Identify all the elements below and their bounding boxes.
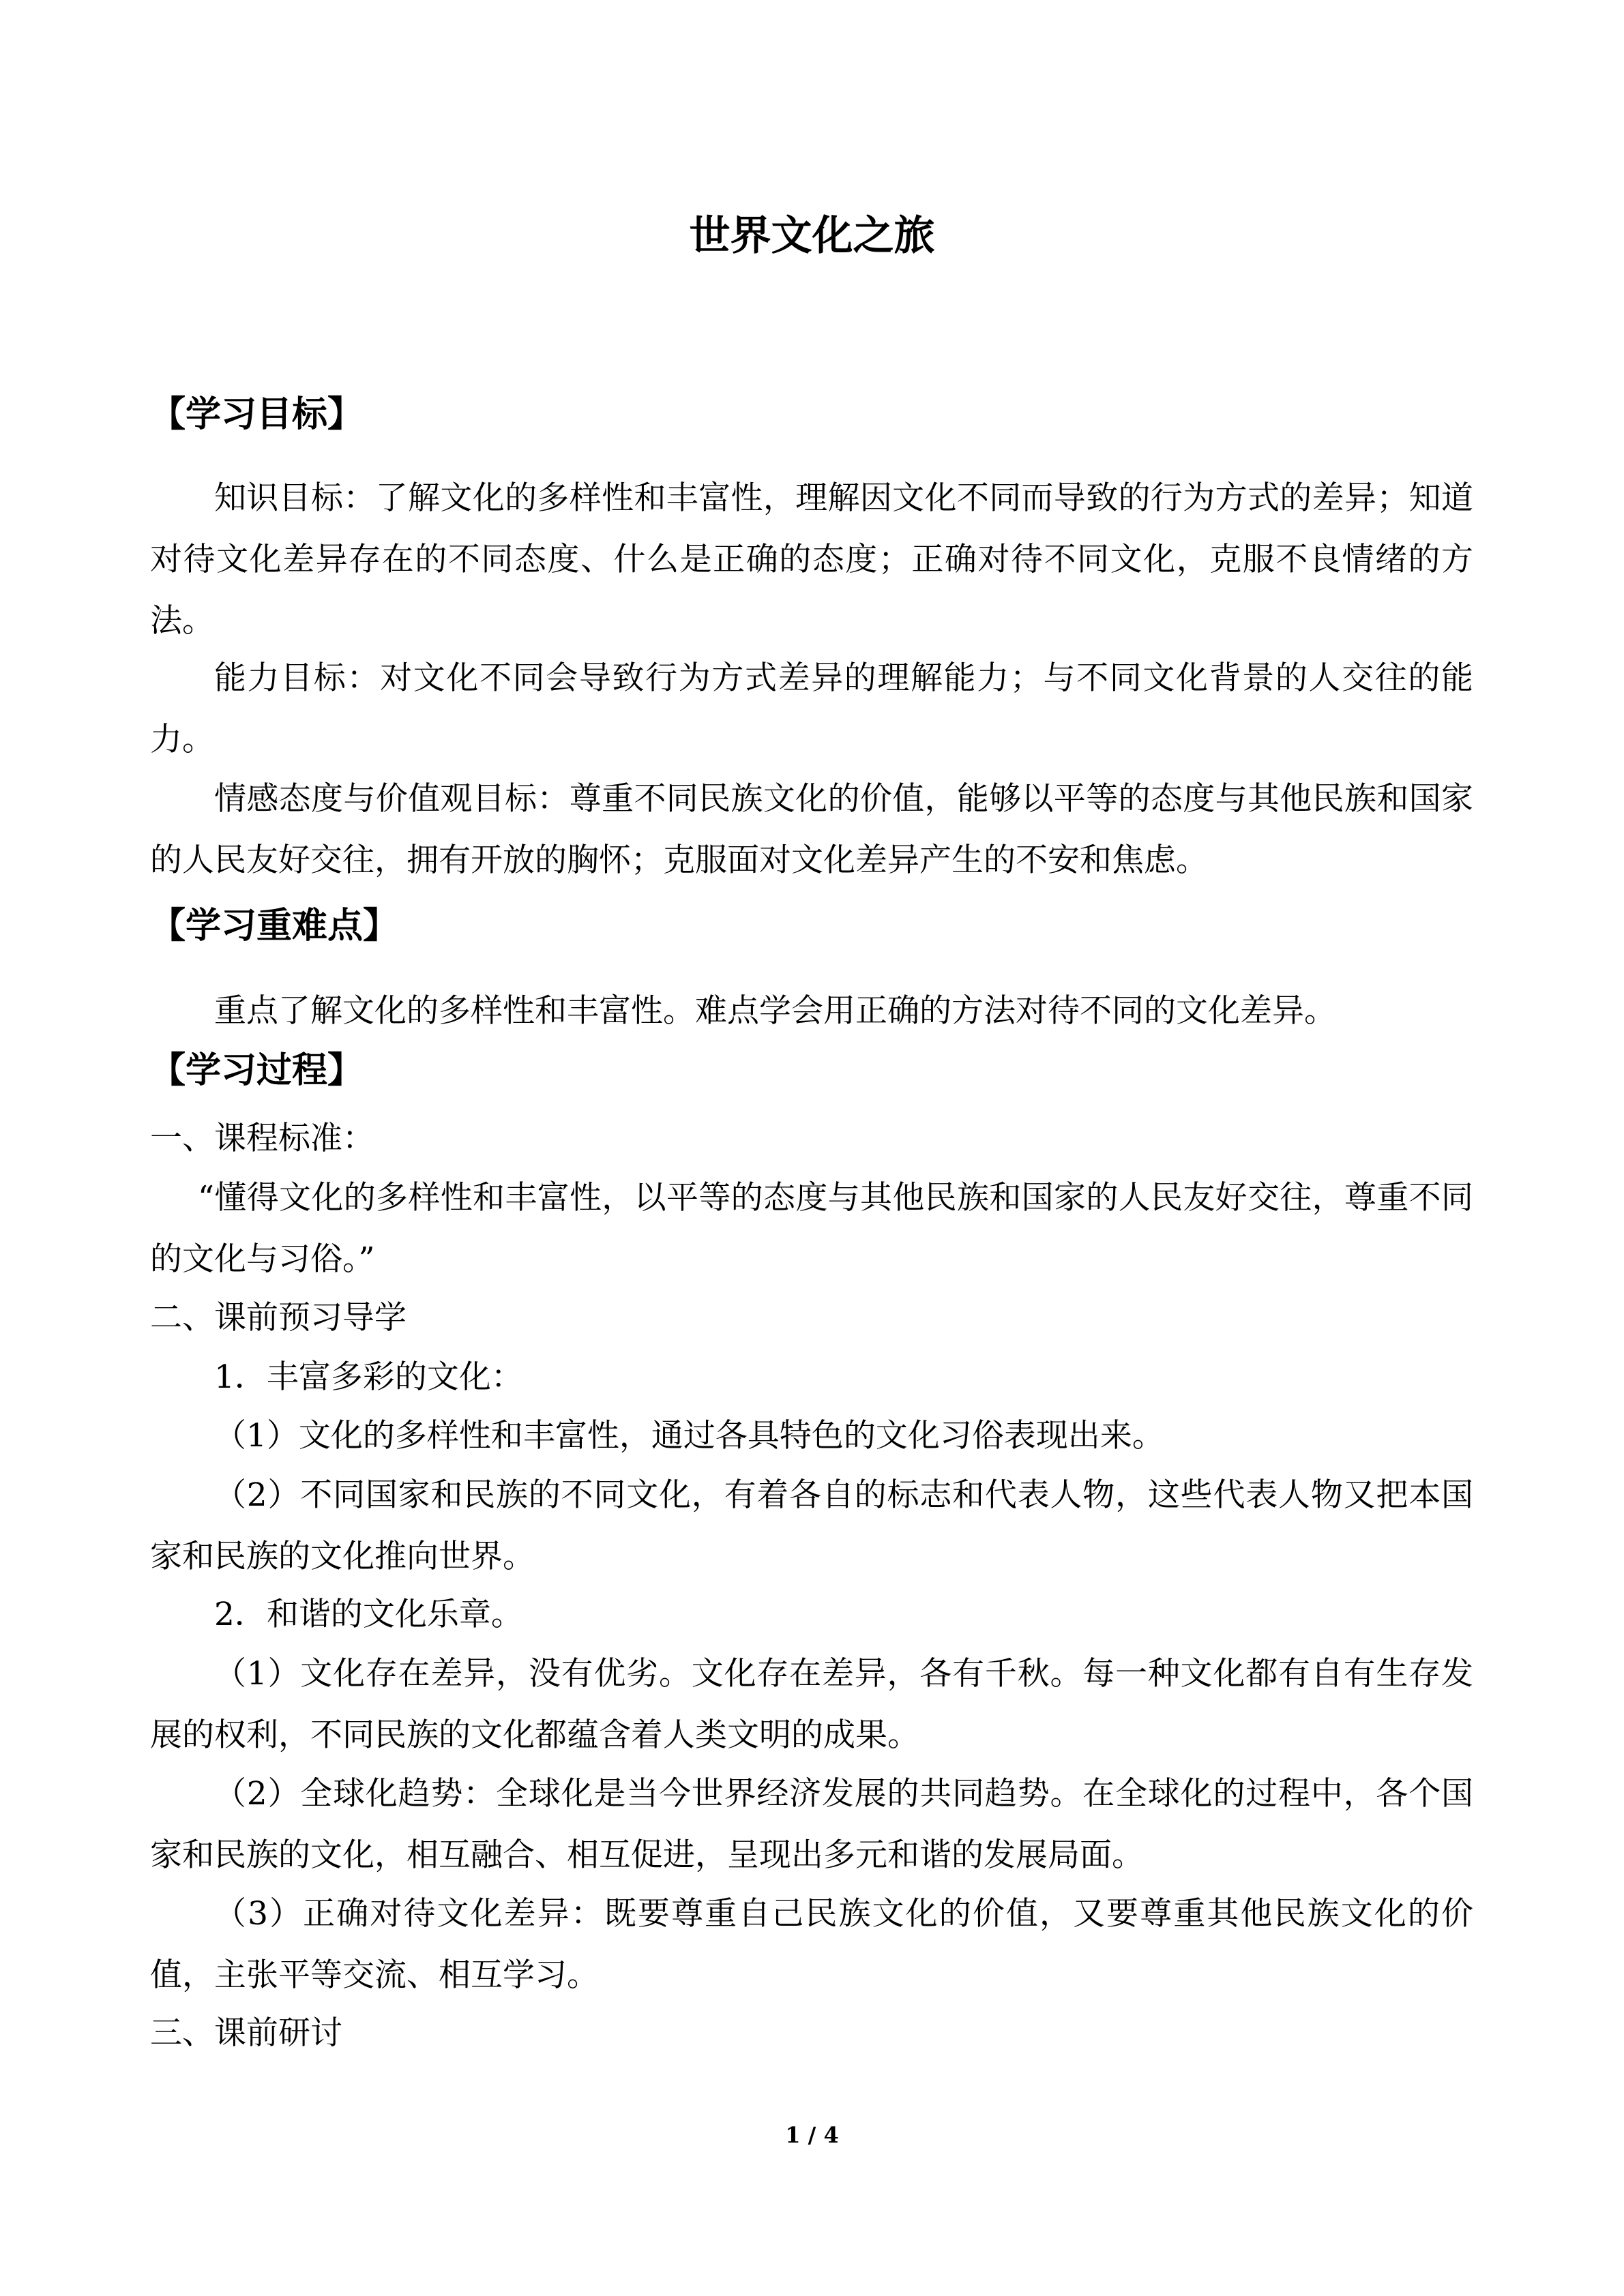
keypoints-text: 重点了解文化的多样性和丰富性。难点学会用正确的方法对待不同的文化差异。 bbox=[214, 992, 1336, 1030]
section-heading-keypoints: 【学习重难点】 bbox=[150, 906, 399, 946]
item2-point2: （2）全球化趋势：全球化是当今世界经济发展的共同趋势。在全球化的过程中，各个国家和民族的文化，相互融合、相互促进，呈现出多元和谐的发展局面。 bbox=[150, 1775, 1473, 1874]
section-heading-objectives: 【学习目标】 bbox=[150, 394, 364, 435]
page-number: 1 / 4 bbox=[785, 2122, 839, 2148]
item2-point1: （1）文化存在差异，没有优劣。文化存在差异，各有千秋。每一种文化都有自有生存发展的权利，不同民族的文化都蕴含着人类文明的成果。 bbox=[150, 1655, 1473, 1754]
item2-heading: 2．和谐的文化乐章。 bbox=[214, 1596, 523, 1633]
standard-text: “懂得文化的多样性和丰富性，以平等的态度与其他民族和国家的人民友好交往，尊重不同的文化与习俗。” bbox=[150, 1179, 1473, 1278]
section-heading-process: 【学习过程】 bbox=[150, 1050, 364, 1091]
objective-emotion: 情感态度与价值观目标：尊重不同民族文化的价值，能够以平等的态度与其他民族和国家的人民友好交往，拥有开放的胸怀；克服面对文化差异产生的不安和焦虑。 bbox=[150, 780, 1473, 879]
item2-point3: （3）正确对待文化差异：既要尊重自己民族文化的价值，又要尊重其他民族文化的价值，主张平等交流、相互学习。 bbox=[150, 1895, 1473, 1994]
page-title: 世界文化之旅 bbox=[689, 212, 935, 260]
item1-point2: （2）不同国家和民族的不同文化，有着各自的标志和代表人物，这些代表人物又把本国家和民族的文化推向世界。 bbox=[150, 1476, 1473, 1575]
discussion-heading: 三、课前研讨 bbox=[150, 2014, 342, 2052]
objective-ability: 能力目标：对文化不同会导致行为方式差异的理解能力；与不同文化背景的人交往的能力。 bbox=[150, 659, 1473, 758]
preview-heading: 二、课前预习导学 bbox=[150, 1299, 407, 1337]
item1-point1: （1）文化的多样性和丰富性，通过各具特色的文化习俗表现出来。 bbox=[214, 1417, 1164, 1455]
standard-heading: 一、课程标准： bbox=[150, 1120, 374, 1157]
item1-heading: 1．丰富多彩的文化： bbox=[214, 1358, 523, 1396]
objective-knowledge: 知识目标：了解文化的多样性和丰富性，理解因文化不同而导致的行为方式的差异；知道对待文化差异存在的不同态度、什么是正确的态度；正确对待不同文化，克服不良情绪的方法。 bbox=[150, 479, 1473, 640]
